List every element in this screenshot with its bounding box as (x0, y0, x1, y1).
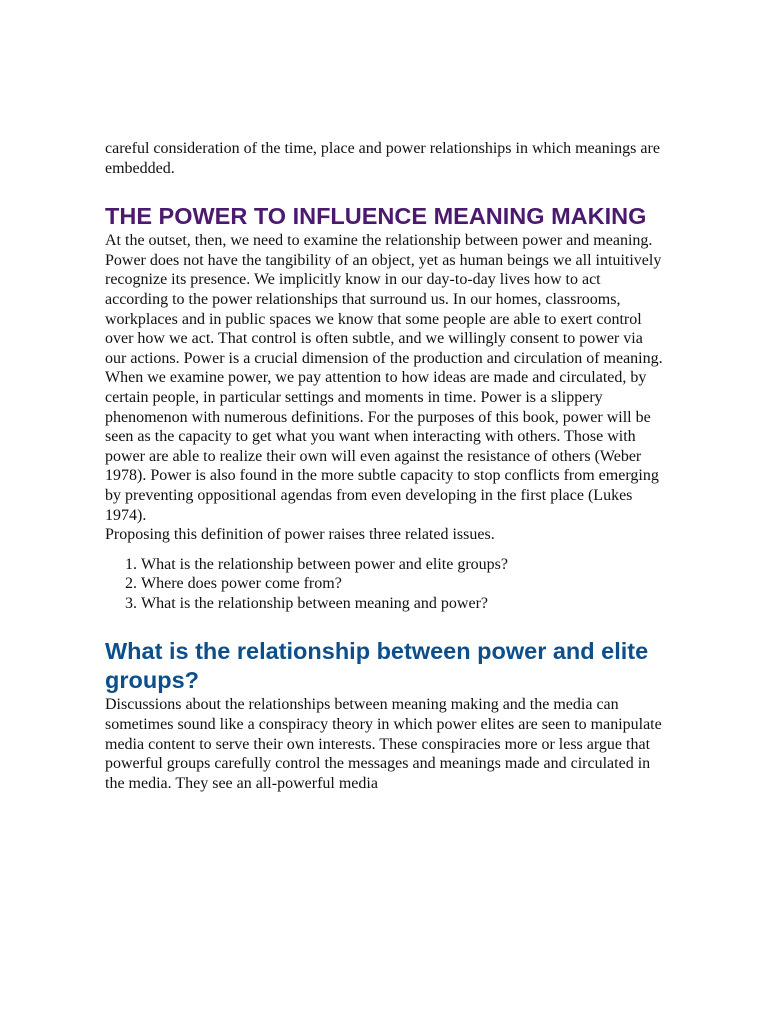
list-item: 2. Where does power come from? (141, 574, 665, 594)
document-page (105, 139, 665, 793)
section-paragraph-power-meaning: At the outset, then, we need to examine the relationship between power and meaning. Power does not have the tangibility of an object, yet as human beings we all intuitively recognize its presence. We implicitly know in our day-to-day lives how to act according to the power relationships that surround us. In our homes, classrooms, workplaces and in public spaces we know that some people are able to exert control over how we act. That control is often subtle, and we willingly consent to power via our actions. Power is a crucial dimension of the production and circulation of meaning. When we examine power, we pay attention to how ideas are made and circulated, by certain people, in particular settings and moments in time. Power is a slippery phenomenon with numerous definitions. For the purposes of this book, power will be seen as the capacity to get what you want when interacting with others. Those with power are able to realize their own will even against the resistance of others (Weber 1978). Power is also found in the more subtle capacity to stop conflicts from emerging by preventing oppositional agendas from even developing in the first place (Lukes 1974). (105, 232, 663, 524)
issues-lead-in: Proposing this definition of power raises three related issues. (105, 526, 495, 544)
section-heading-power-meaning: THE POWER TO INFLUENCE MEANING MAKING (105, 203, 647, 230)
intro-paragraph: careful consideration of the time, place and power relationships in which meanings are embedded. (105, 140, 660, 177)
list-item: 3. What is the relationship between meaning and power? (141, 594, 665, 614)
section-paragraph-elite-groups: Discussions about the relationships between meaning making and the media can sometimes sound like a conspiracy theory in which power elites are seen to manipulate media content to serve their own interests. These conspiracies more or less argue that powerful groups carefully control the messages and meanings made and circulated in the media. They see an all-powerful media (105, 696, 662, 792)
section-heading-elite-groups: What is the relationship between power and elite groups? (105, 638, 649, 694)
issues-list (105, 555, 665, 614)
list-item: 1. What is the relationship between power and elite groups? (141, 555, 665, 575)
